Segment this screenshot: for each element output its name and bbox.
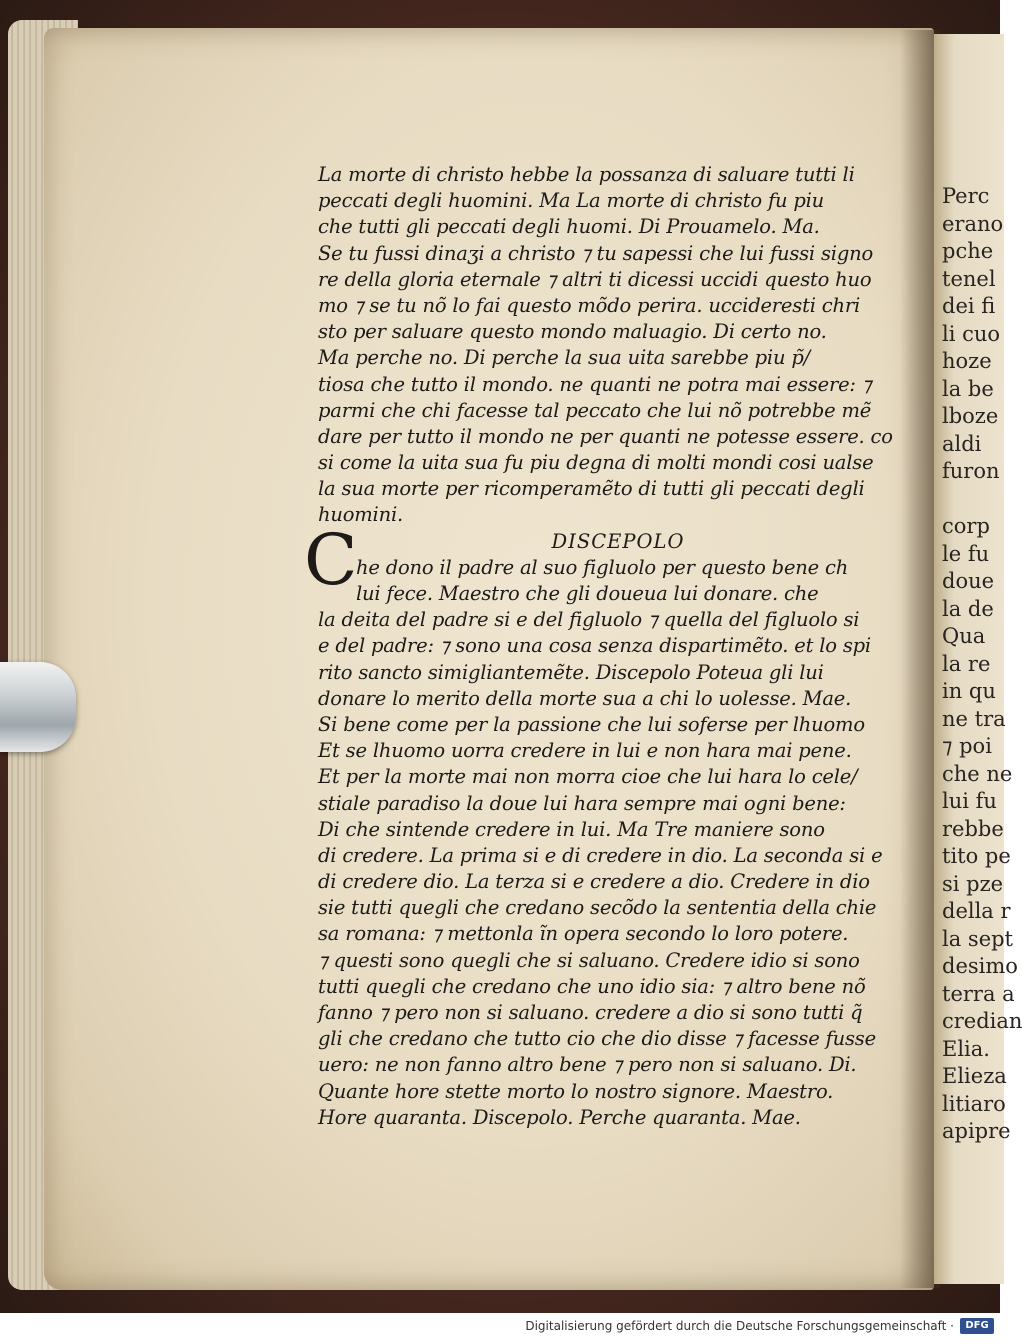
text-line: la sua morte per ricomperamẽto di tutti gli peccati degli	[318, 477, 865, 501]
text-line: e del padre: ⁊ sono una cosa senza dispartimẽto. et lo spi	[318, 634, 871, 658]
text-line: Di che sintende credere in lui. Ma Tre maniere sono	[318, 817, 825, 841]
facing-page-fragment: erano	[942, 211, 1004, 236]
text-line: gli che credano che tutto cio che dio disse ⁊ facesse fusse	[318, 1027, 876, 1051]
facing-page-fragment: dei fi	[942, 294, 996, 318]
facing-page-fragment: desimo	[942, 954, 1018, 978]
facing-page-fragment: in qu	[942, 679, 996, 703]
paragraph-2	[318, 555, 883, 1131]
facing-page-fragment: la be	[942, 376, 994, 401]
text-line: uero: ne non fanno altro bene ⁊ pero non si saluano. Di.	[318, 1053, 857, 1077]
facing-page-fragment: tito pe	[942, 844, 1011, 868]
facing-page	[934, 34, 1022, 1284]
text-line: la deita del padre si e del figluolo ⁊ quella del figluolo si	[318, 608, 860, 632]
facing-page-fragment: la re	[942, 651, 991, 676]
text-line: sa romana: ⁊ mettonla ĩn opera secondo lo loro potere.	[318, 922, 849, 946]
facing-page-fragment: ne tra	[942, 706, 1006, 731]
facing-page-fragment: Qua	[942, 624, 986, 648]
facing-page-fragment: rebbe	[942, 816, 1004, 841]
text-line: Et se lhuomo uorra credere in lui e non hara mai pene.	[318, 739, 852, 763]
text-line: fanno ⁊ pero non si saluano. credere a dio si sono tutti q̃	[318, 1001, 863, 1024]
facing-page-fragment: della r	[942, 899, 1011, 923]
facing-page-fragment: Elia.	[942, 1036, 990, 1061]
text-line: Hore quaranta. Discepolo. Perche quaranta. Mae.	[318, 1105, 801, 1129]
drop-initial: C	[304, 519, 358, 601]
text-line: di credere. La prima si e di credere in dio. La seconda si e	[318, 843, 883, 867]
dfg-logo: DFG	[960, 1318, 994, 1334]
facing-page-fragment: Perc	[942, 184, 990, 208]
facing-page-fragment: si pze	[942, 871, 1004, 896]
text-line: Et per la morte mai non morra cioe che lui hara lo cele/	[318, 765, 858, 789]
text-line: ⁊ questi sono quegli che si saluano. Credere idio si sono	[318, 948, 860, 972]
paragraph-1	[318, 162, 893, 529]
book-clasp	[0, 662, 76, 752]
text-line: huomini.	[318, 503, 403, 527]
page-text	[304, 162, 893, 1131]
text-line: dare per tutto il mondo ne per quanti ne potesse essere. co	[318, 424, 893, 448]
facing-page-fragment: litiaro	[942, 1091, 1006, 1116]
text-line: Si bene come per la passione che lui soferse per lhuomo	[318, 712, 865, 736]
text-line: mo ⁊ se tu nõ lo fai questo mõdo perira. uccideresti chri	[318, 293, 860, 317]
text-line: sto per saluare questo mondo maluagio. Di certo no.	[318, 320, 827, 344]
text-line: stiale paradiso la doue lui hara sempre mai ogni bene:	[318, 791, 846, 815]
facing-page-fragment: la de	[942, 596, 994, 621]
facing-page-fragment: ⁊ poi	[942, 734, 992, 758]
text-line: di credere dio. La terza si e credere a dio. Credere in dio	[318, 870, 870, 894]
funding-credit: Digitalisierung gefördert durch die Deutsche Forschungsgemeinschaft ·	[525, 1319, 954, 1333]
text-line: Quante hore stette morto lo nostro signore. Maestro.	[318, 1079, 834, 1103]
text-line: Se tu fussi dinaʒi a christo ⁊ tu sapessi che lui fussi signo	[318, 241, 873, 265]
text-line: si come la uita sua fu piu degna di molti mondi cosi ualse	[318, 451, 874, 475]
facing-page-fragment: doue	[942, 569, 995, 593]
facing-page-fragment: tenel	[942, 266, 996, 291]
facing-page-fragment: credian	[942, 1009, 1022, 1033]
facing-page-fragment: furon	[942, 459, 1000, 483]
text-line: Ma perche no. Di perche la sua uita sarebbe piu p̃/	[318, 346, 810, 370]
text-line: tutti quegli che credano che uno idio sia: ⁊ altro bene nõ	[318, 974, 866, 998]
facing-page-fragment: le fu	[942, 541, 990, 566]
facing-page-fragment: aldi	[942, 431, 982, 456]
footer-bar	[0, 1313, 1000, 1343]
text-line: parmi che chi facesse tal peccato che lui nõ potrebbe mẽ	[318, 398, 872, 422]
text-line: lui fece. Maestro che gli doueua lui donare. che	[356, 582, 819, 605]
facing-page-fragment: corp	[942, 514, 990, 538]
text-line: rito sancto simigliantemẽte. Discepolo Poteua gli lui	[318, 660, 824, 684]
facing-page-fragment: la sept	[942, 926, 1013, 951]
facing-page-fragment: hoze	[942, 349, 992, 373]
text-line: sie tutti quegli che credano secõdo la sententia della chie	[318, 896, 877, 920]
text-line: he dono il padre al suo figluolo per questo bene ch	[356, 555, 849, 579]
text-line: donare lo merito della morte sua a chi lo uolesse. Mae.	[318, 686, 852, 710]
facing-page-fragment: Elieza	[942, 1064, 1007, 1088]
facing-page-fragment: che ne	[942, 761, 1013, 786]
text-line: re della gloria eternale ⁊ altri ti dicessi uccidi questo huo	[318, 267, 872, 291]
text-line: peccati degli huomini. Ma La morte di christo fu piu	[318, 189, 824, 213]
facing-page-fragment: pche	[942, 239, 994, 263]
facing-page-fragment: lui fu	[942, 789, 997, 813]
facing-page-fragment: li cuo	[942, 321, 1001, 346]
text-line: tiosa che tutto il mondo. ne quanti ne potra mai essere: ⁊	[318, 372, 872, 396]
facing-page-fragment: terra a	[942, 981, 1015, 1006]
section-heading: DISCEPOLO	[551, 529, 685, 553]
text-line: che tutti gli peccati degli huomi. Di Prouamelo. Ma.	[318, 215, 820, 239]
facing-page-fragment: apipre	[942, 1119, 1011, 1143]
facing-page-fragment: lboze	[942, 404, 999, 428]
text-line: La morte di christo hebbe la possanza di saluare tutti li	[318, 163, 855, 186]
